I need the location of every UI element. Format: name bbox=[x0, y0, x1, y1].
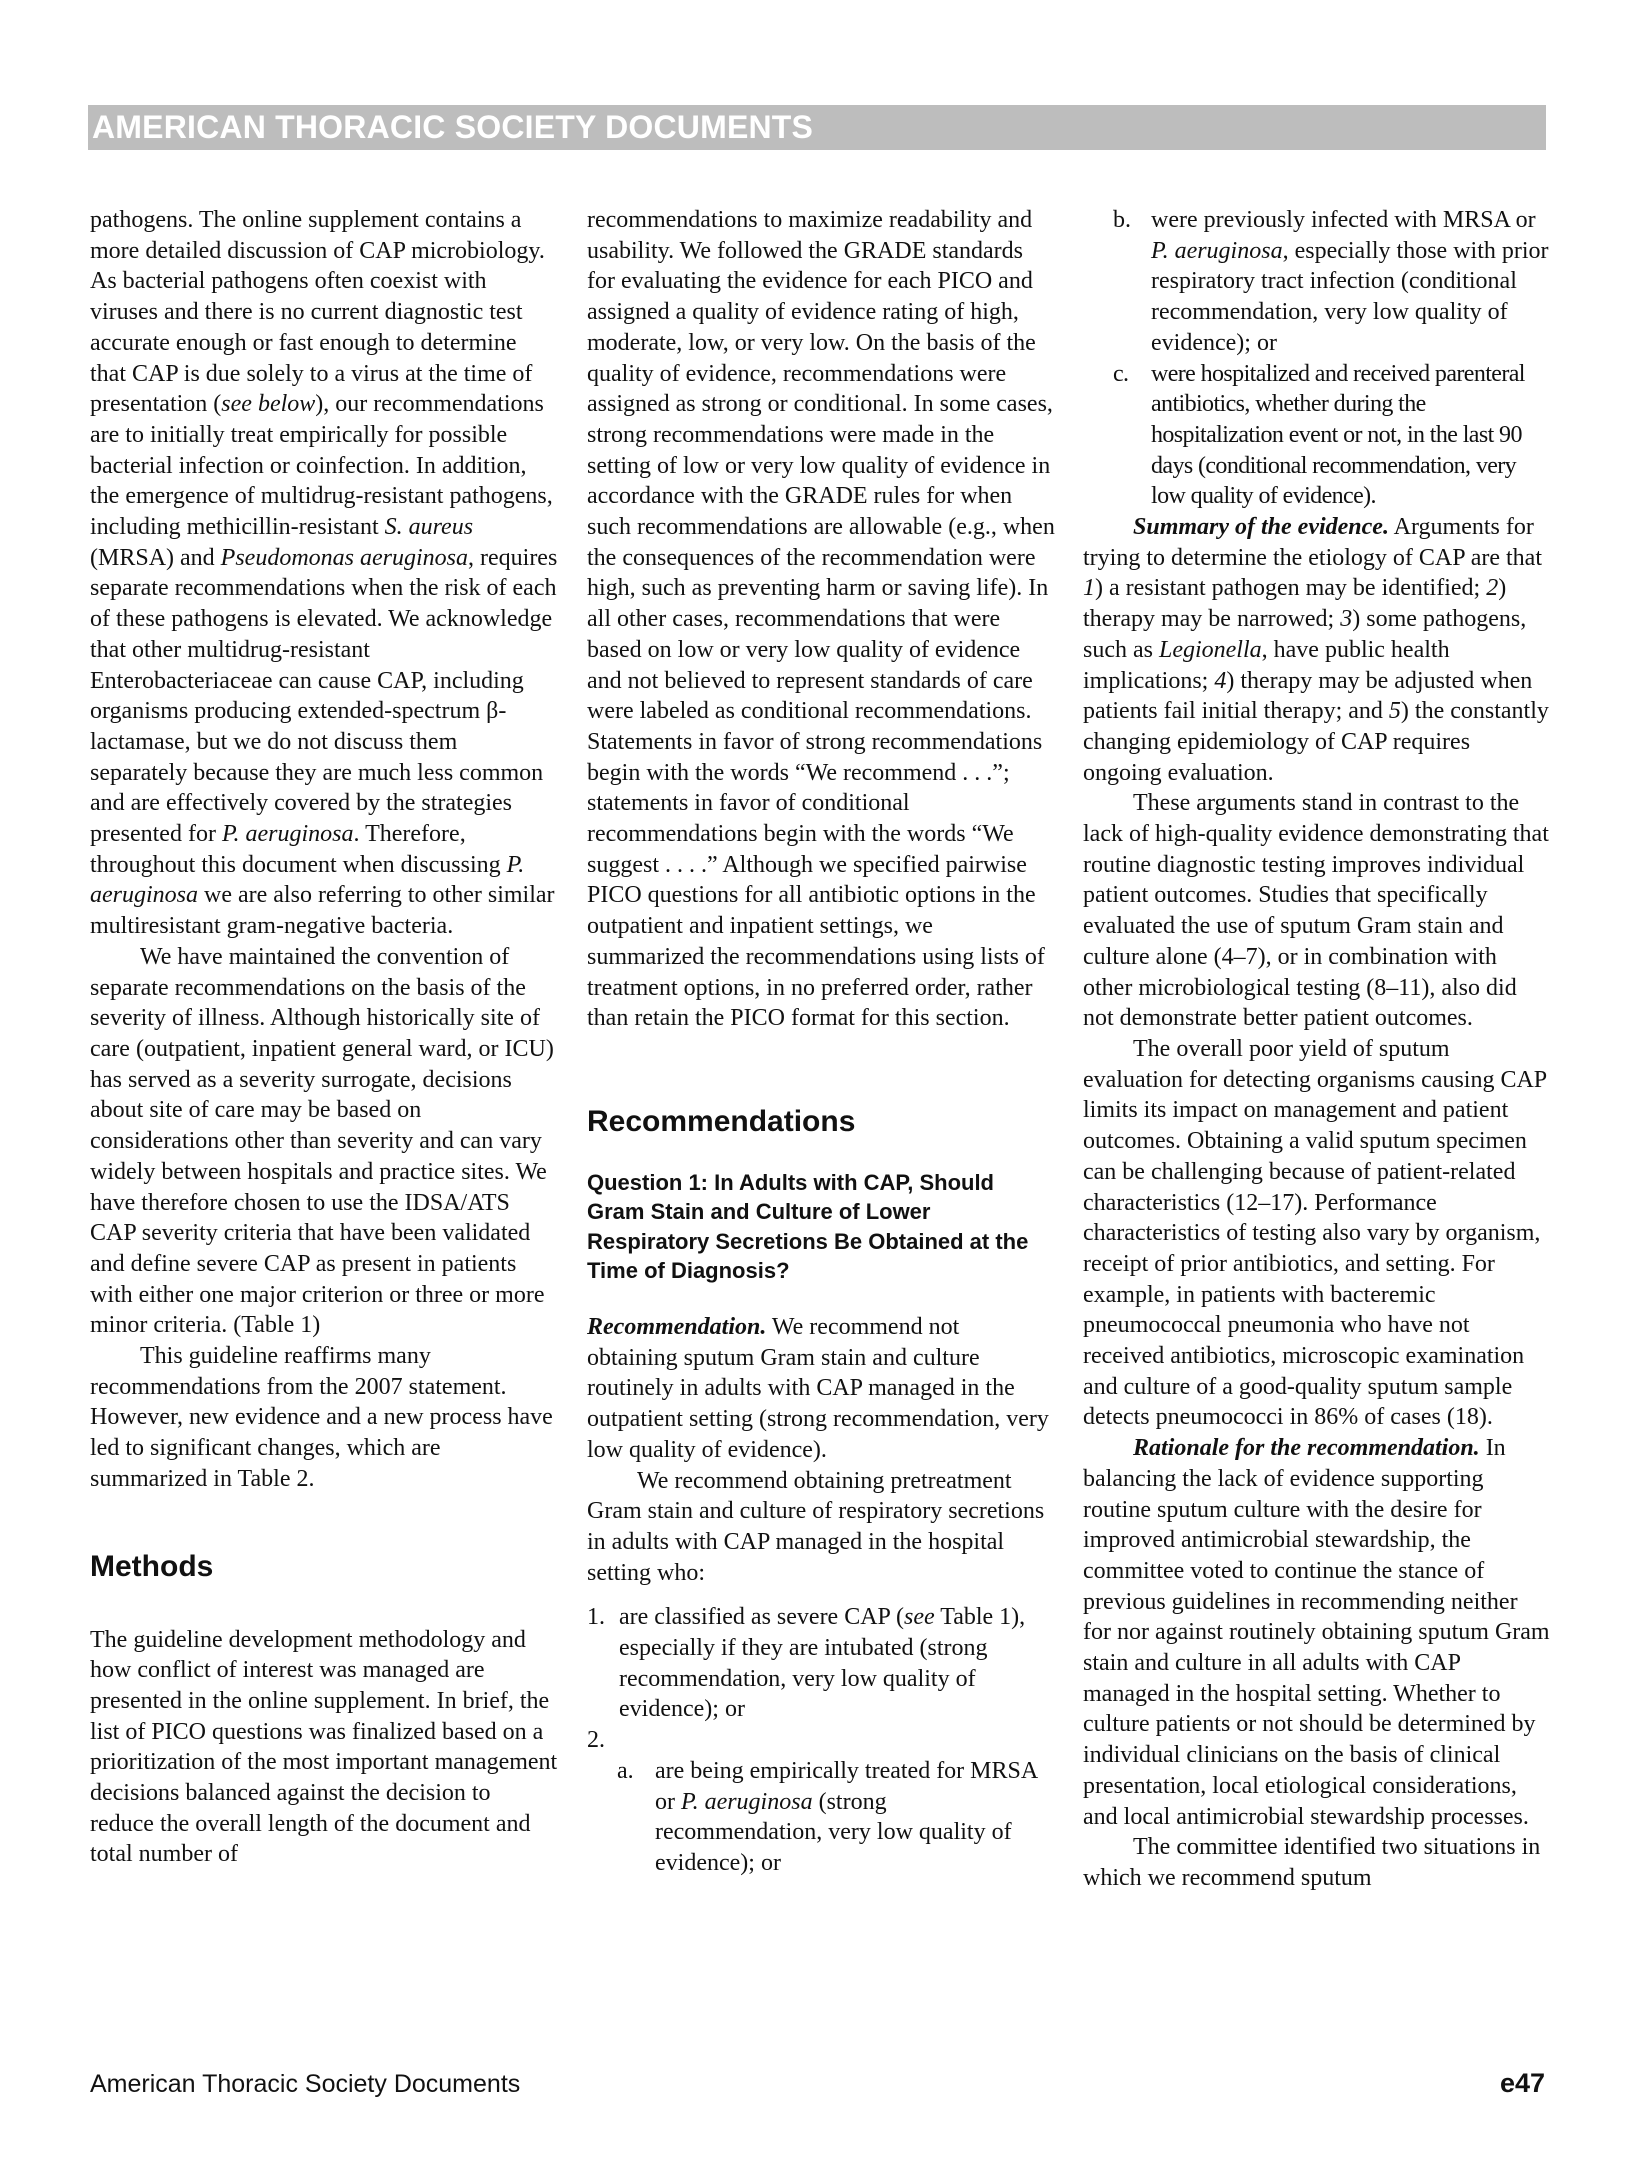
paragraph: This guideline reaffirms many recommendations from the 2007 statement. However, new evidence and a new process have led to significant changes, which are summarized in Table 2. bbox=[90, 1343, 553, 1492]
paragraph: pathogens. The online supplement contains a more detailed discussion of CAP microbiology. As bacterial pathogens often coexist with viruses and there is no current diagnostic test accurate enough or fast enough to determine that CAP is due solely to a virus at the time of presentation (see below), our recommendations are to initially treat empirically for possible bacterial infection or coinfection. In addition, the emergence of multidrug-resistant pathogens, including methicillin-resistant S. aureus (MRSA) and Pseudomonas aeruginosa, requires separate recommendations when the risk of each of these pathogens is elevated. We acknowledge that other multidrug-resistant Enterobacteriaceae can cause CAP, including organisms producing extended-spectrum β-lactamase, but we do not discuss them separately because they are much less common and are effectively covered by the strategies presented for P. aeruginosa. Therefore, throughout this document when discussing P. aeruginosa we are also referring to other similar multiresistant gram-negative bacteria. bbox=[90, 207, 558, 940]
paragraph: recommendations to maximize readability and usability. We followed the GRADE standards for evaluating the evidence for each PICO and assigned a quality of evidence rating of high, moderate, low, or very low. On the basis of the quality of evidence, recommendations were assigned as strong or conditional. In some cases, strong recommendations were made in the setting of low or very low quality of evidence in accordance with the GRADE rules for when such recommendations are allowable (e.g., when the consequences of the recommendation were high, such as preventing harm or saving life). In all other cases, recommendations that were based on low or very low quality of evidence and not believed to represent standards of care were labeled as conditional recommendations. Statements in favor of strong recommendations begin with the words “We recommend . . .”; statements in favor of conditional recommendations begin with the words “We suggest . . . .” Although we specified pairwise PICO questions for all antibiotic options in the outpatient and inpatient settings, we summarized the recommendations using lists of treatment options, in no preferred order, rather than retain the PICO format for this section. bbox=[587, 207, 1055, 1032]
paragraph: We recommend obtaining pretreatment Gram stain and culture of respiratory secretions in adults with CAP managed in the hospital setting who: bbox=[587, 1467, 1045, 1586]
paragraph: Recommendation. We recommend not obtaining sputum Gram stain and culture routinely in adults with CAP managed in the outpatient setting (strong recommendation, very low quality of evidence). bbox=[587, 1313, 1049, 1463]
section-heading-recommendations: Recommendations bbox=[587, 1104, 856, 1138]
column-1 bbox=[90, 205, 558, 1870]
question-heading: Question 1: In Adults with CAP, Should Gram Stain and Culture of Lower Respiratory Secretions Be Obtained at the Time of Diagnosis? bbox=[587, 1169, 1029, 1284]
paragraph: Summary of the evidence. Arguments for trying to determine the etiology of CAP are that 1) a resistant pathogen may be identified; 2) therapy may be narrowed; 3) some pathogens, such as Legionella, have public health implications; 4) therapy may be adjusted when patients fail initial therapy; and 5) the constantly changing epidemiology of CAP requires ongoing evaluation. bbox=[1083, 514, 1549, 786]
paragraph: The overall poor yield of sputum evaluation for detecting organisms causing CAP limits its impact on management and patient outcomes. Obtaining a valid sputum specimen can be challenging because of patient-related characteristics (12–17). Performance characteristics of testing also vary by organism, receipt of prior antibiotics, and setting. For example, in patients with bacteremic pneumococcal pneumonia who have not received antibiotics, microscopic examination and culture of a good-quality sputum sample detects pneumococci in 86% of cases (18). bbox=[1083, 1035, 1547, 1431]
header-banner: AMERICAN THORACIC SOCIETY DOCUMENTS bbox=[88, 105, 1546, 150]
page-number: e47 bbox=[1499, 2068, 1545, 2098]
column-2 bbox=[587, 205, 1055, 1879]
list-item: b. were previously infected with MRSA or P. aeruginosa, especially those with prior respiratory tract infection (conditional recommendation, very low quality of evidence); or bbox=[1113, 207, 1549, 356]
paragraph: The committee identified two situations in which we recommend sputum bbox=[1083, 1834, 1541, 1891]
paragraph: Rationale for the recommendation. In balancing the lack of evidence supporting routine sputum culture with the desire for improved antimicrobial stewardship, the committee voted to continue the stance of previous guidelines in recommending neither for nor against routinely obtaining sputum Gram stain and culture in all adults with CAP managed in the hospital setting. Whether to culture patients or not should be determined by individual clinicians on the basis of clinical presentation, local etiological considerations, and local antimicrobial stewardship processes. bbox=[1083, 1435, 1550, 1830]
paragraph: These arguments stand in contrast to the lack of high-quality evidence demonstrating that routine diagnostic testing improves individual patient outcomes. Studies that specifically evaluated the use of sputum Gram stain and culture alone (4–7), or in combination with other microbiological testing (8–11), also did not demonstrate better patient outcomes. bbox=[1083, 790, 1549, 1032]
list-item: 1. are classified as severe CAP (see Table 1), especially if they are intubated (strong recommendation, very low quality of evidence); or bbox=[587, 1604, 1026, 1723]
column-3 bbox=[1083, 205, 1551, 1894]
list-item: 2. bbox=[587, 1727, 605, 1754]
list-item: a. are being empirically treated for MRSA or P. aeruginosa (strong recommendation, very low quality of evidence); or bbox=[617, 1757, 1037, 1876]
paragraph: We have maintained the convention of separate recommendations on the basis of the severity of illness. Although historically site of care (outpatient, inpatient general ward, or ICU) has served as a severity surrogate, decisions about site of care may be based on considerations other than severity and can vary widely between hospitals and practice sites. We have therefore chosen to use the IDSA/ATS CAP severity criteria that have been validated and define severe CAP as present in patients with either one major criterion or three or more minor criteria. (Table 1) bbox=[90, 943, 554, 1339]
footer-journal: American Thoracic Society Documents bbox=[90, 2070, 521, 2098]
list-item: c. were hospitalized and received parenteral antibiotics, whether during the hospitalization event or not, in the last 90 days (conditional recommendation, very low quality of evidence). bbox=[1113, 360, 1525, 510]
paragraph: The guideline development methodology and how conflict of interest was managed are presented in the online supplement. In brief, the list of PICO questions was finalized based on a prioritization of the most important management decisions balanced against the decision to reduce the overall length of the document and total number of bbox=[90, 1626, 558, 1868]
section-heading-methods: Methods bbox=[90, 1549, 214, 1583]
